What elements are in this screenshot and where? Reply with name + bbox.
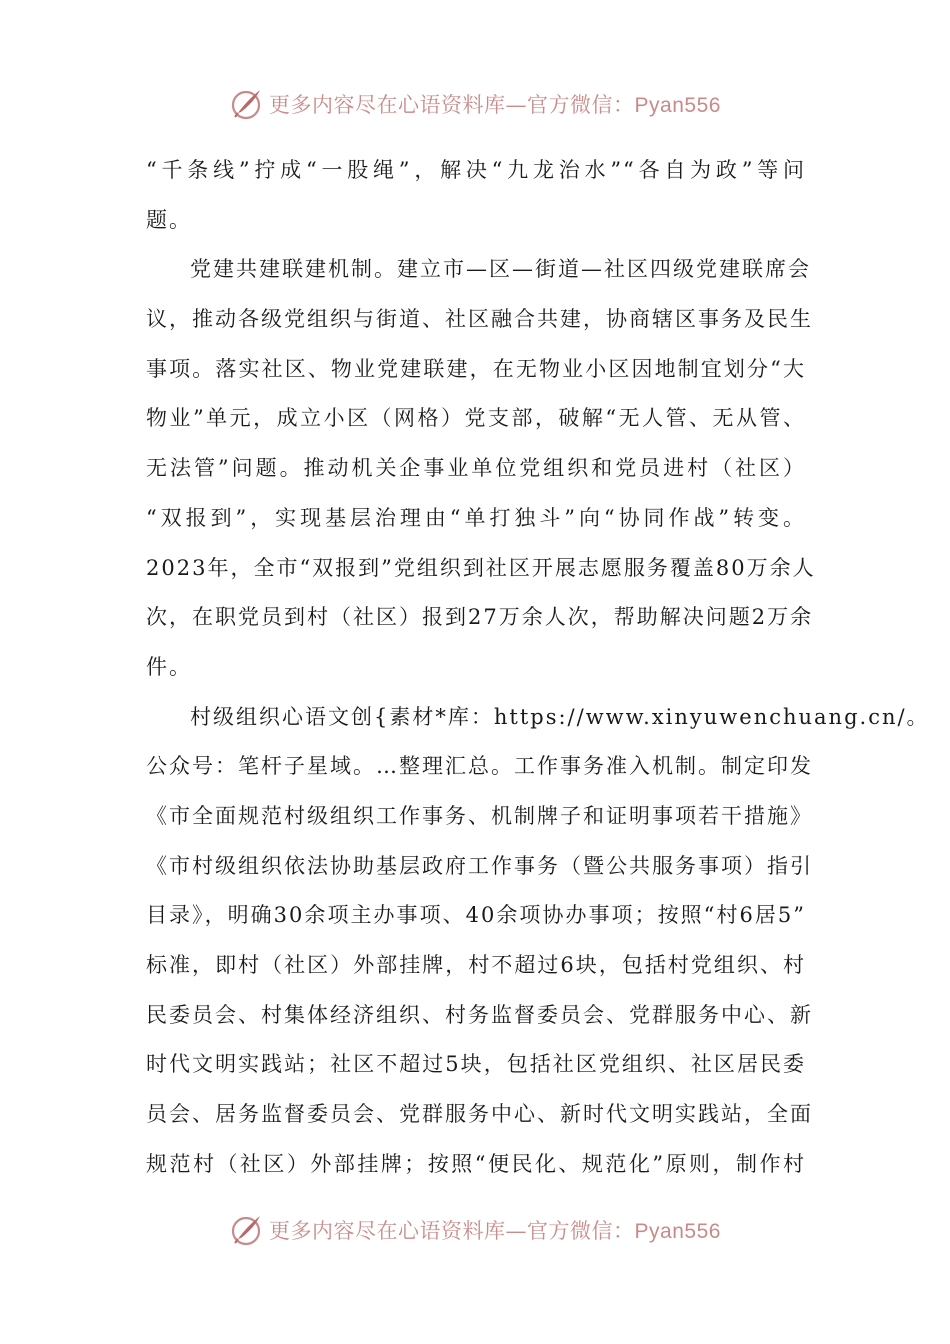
text-line: 民委员会、村集体经济组织、村务监督委员会、党群服务中心、新 [146, 1002, 813, 1027]
text-line: 事项。落实社区、物业党建联建，在无物业小区因地制宜划分“大 [146, 356, 806, 381]
text-line: 员会、居务监督委员会、党群服务中心、新时代文明实践站，全面 [146, 1102, 813, 1127]
text-line: 目录》，明确30余项主办事项、40余项协办事项；按照“村6居5” [146, 903, 806, 928]
text-line: 党建共建联建机制。建立市—区—街道—社区四级党建联席会 [190, 257, 811, 282]
footer-watermark [0, 1206, 950, 1254]
quill-pen-icon [229, 1212, 265, 1248]
text-line: 《市村级组织依法协助基层政府工作事务（暨公共服务事项）指引 [146, 853, 813, 878]
wechat-id: Pyan556 [634, 1220, 721, 1243]
text-line: 件。 [146, 654, 192, 679]
text-line: 题。 [146, 207, 192, 232]
quill-pen-icon [229, 86, 265, 122]
document-body [146, 146, 930, 1189]
text-line: “双报到”，实现基层治理由“单打独斗”向“协同作战”转变。 [146, 505, 806, 530]
text-line: 次，在职党员到村（社区）报到27万余人次，帮助解决问题2万余 [146, 605, 814, 630]
text-line: 《市全面规范村级组织工作事务、机制牌子和证明事项若干措施》 [146, 803, 813, 828]
text-line: 无法管”问题。推动机关企事业单位党组织和党员进村（社区） [146, 456, 806, 481]
text-line: “千条线”拧成“一股绳”，解决“九龙治水”“各自为政”等问 [146, 158, 806, 182]
text-line: 议，推动各级党组织与街道、社区融合共建，协商辖区事务及民生 [146, 307, 813, 332]
text-line: 物业”单元，成立小区（网格）党支部，破解“无人管、无从管、 [146, 406, 806, 431]
watermark-text: 更多内容尽在心语资料库—官方微信：Pyan556 [269, 93, 721, 117]
text-line: 村级组织心语文创{素材*库：https://www.xinyuwenchuang.cn/。 [190, 704, 930, 729]
text-line: 规范村（社区）外部挂牌；按照“便民化、规范化”原则，制作村 [146, 1151, 806, 1176]
watermark-text: 更多内容尽在心语资料库—官方微信：Pyan556 [269, 1219, 721, 1243]
text-line: 公众号：笔杆子星域。…整理汇总。工作事务准入机制。制定印发 [146, 754, 813, 779]
text-line: 2023年，全市“双报到”党组织到社区开展志愿服务覆盖80万余人 [146, 555, 816, 580]
wechat-id: Pyan556 [634, 94, 721, 117]
header-watermark [0, 80, 950, 128]
text-line: 标准，即村（社区）外部挂牌，村不超过6块，包括村党组织、村 [146, 953, 806, 977]
text-line: 时代文明实践站；社区不超过5块，包括社区党组织、社区居民委 [146, 1052, 806, 1077]
